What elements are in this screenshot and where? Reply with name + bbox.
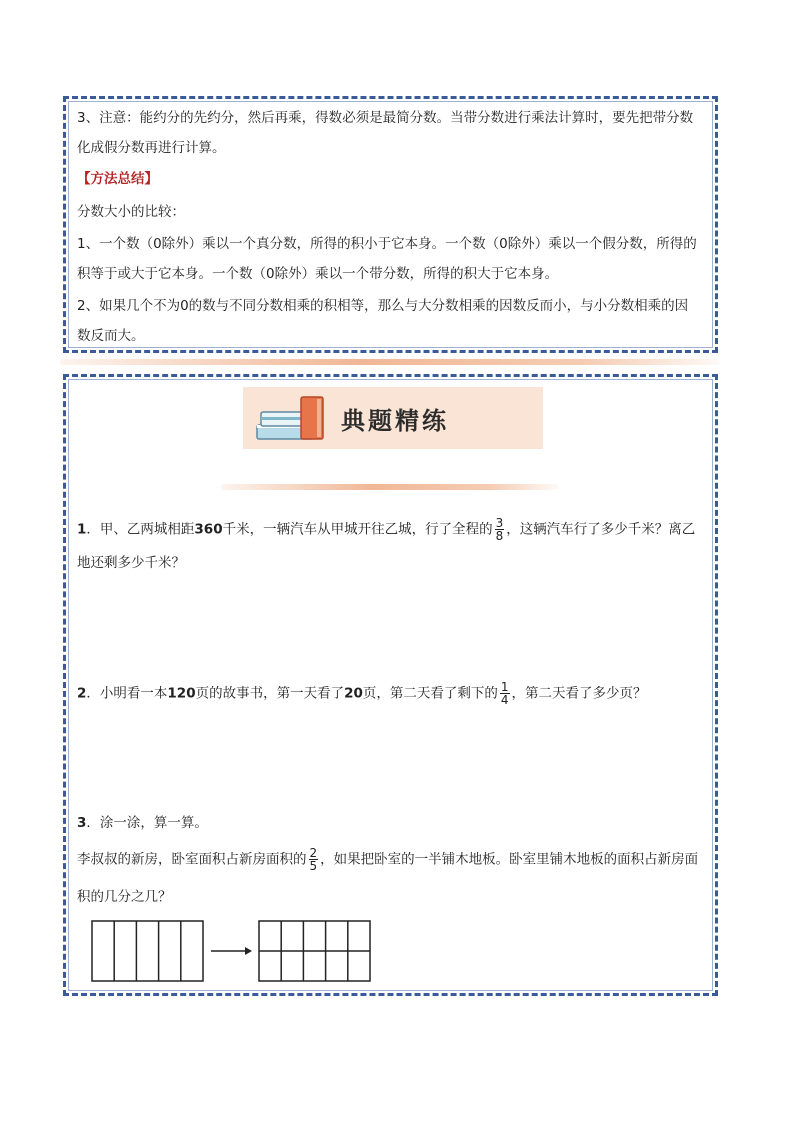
question-2 (77, 681, 705, 706)
method-summary-box (63, 96, 718, 353)
divider-swoosh (60, 359, 720, 365)
note-line-1: 3、注意：能约分的先约分，然后再乘，得数必须是最简分数。当带分数进行乘法计算时，要先把带分数 (77, 110, 694, 126)
question-text: ．甲、乙两城相距 (86, 521, 195, 538)
question-1 (77, 517, 705, 542)
books-icon (255, 395, 335, 445)
fraction-numerator: 3 (495, 516, 504, 530)
fraction-numerator: 2 (309, 846, 318, 860)
fraction-denominator: 4 (500, 693, 509, 707)
question-number: 1 (77, 521, 87, 538)
practice-box (63, 374, 718, 996)
fraction-denominator: 5 (309, 859, 318, 873)
question-text: ，第二天看了多少页？ (511, 685, 647, 702)
question-3-body (77, 847, 705, 872)
banner-swoosh (221, 484, 559, 490)
question-text: 李叔叔的新房，卧室面积占新房面积的 (77, 851, 307, 868)
question-text: ．涂一涂，算一算。 (86, 815, 208, 831)
right-grid-lines (259, 921, 370, 981)
question-text: ，如果把卧室的一半铺木地板。卧室里铺木地板的面积占新房面 (320, 851, 699, 868)
arrow-icon (211, 947, 252, 955)
summary-heading: 【方法总结】 (77, 171, 158, 187)
summary-intro: 分数大小的比较： (77, 204, 185, 220)
question-value: 120 (167, 685, 196, 702)
left-rectangle-outline (92, 921, 203, 981)
question-text: 页，第二天看了剩下的 (362, 685, 498, 702)
question-3-line-2: 积的几分之几？ (77, 889, 172, 905)
question-text: 千米，一辆汽车从甲城开往乙城，行了全程的 (222, 521, 493, 538)
question-value: 20 (344, 685, 363, 702)
section-banner (243, 387, 543, 449)
fraction-numerator: 1 (500, 680, 509, 694)
left-rectangle (92, 921, 203, 981)
fraction (495, 517, 505, 542)
banner-title: 典题精练 (341, 406, 449, 435)
question-number: 2 (77, 685, 87, 702)
fraction-denominator: 8 (495, 529, 504, 543)
rule2-line-1: 2、如果几个不为0的数与不同分数相乘的积相等，那么与大分数相乘的因数反而小，与小分数相乘的因 (77, 298, 689, 314)
fraction (500, 681, 510, 706)
note-line-2: 化成假分数再进行计算。 (77, 140, 226, 156)
left-column-lines (114, 921, 181, 981)
question-value: 360 (194, 521, 223, 538)
question-1-line-2: 地还剩多少千米？ (77, 555, 185, 571)
fraction-diagram (91, 920, 391, 984)
question-number: 3 (77, 815, 87, 831)
fraction (309, 847, 319, 872)
right-rectangle (259, 921, 370, 981)
rule1-line-1: 1、一个数（0除外）乘以一个真分数，所得的积小于它本身。一个数（0除外）乘以一个假分数，所得的 (77, 236, 697, 252)
rule2-line-2: 数反而大。 (77, 328, 145, 344)
question-3-title (77, 813, 705, 833)
question-text: 页的故事书，第一天看了 (195, 685, 345, 702)
question-text: ．小明看一本 (86, 685, 168, 702)
question-text: ，这辆汽车行了多少千米？离乙 (506, 521, 696, 538)
rule1-line-2: 积等于或大于它本身。一个数（0除外）乘以一个带分数，所得的积大于它本身。 (77, 266, 559, 282)
